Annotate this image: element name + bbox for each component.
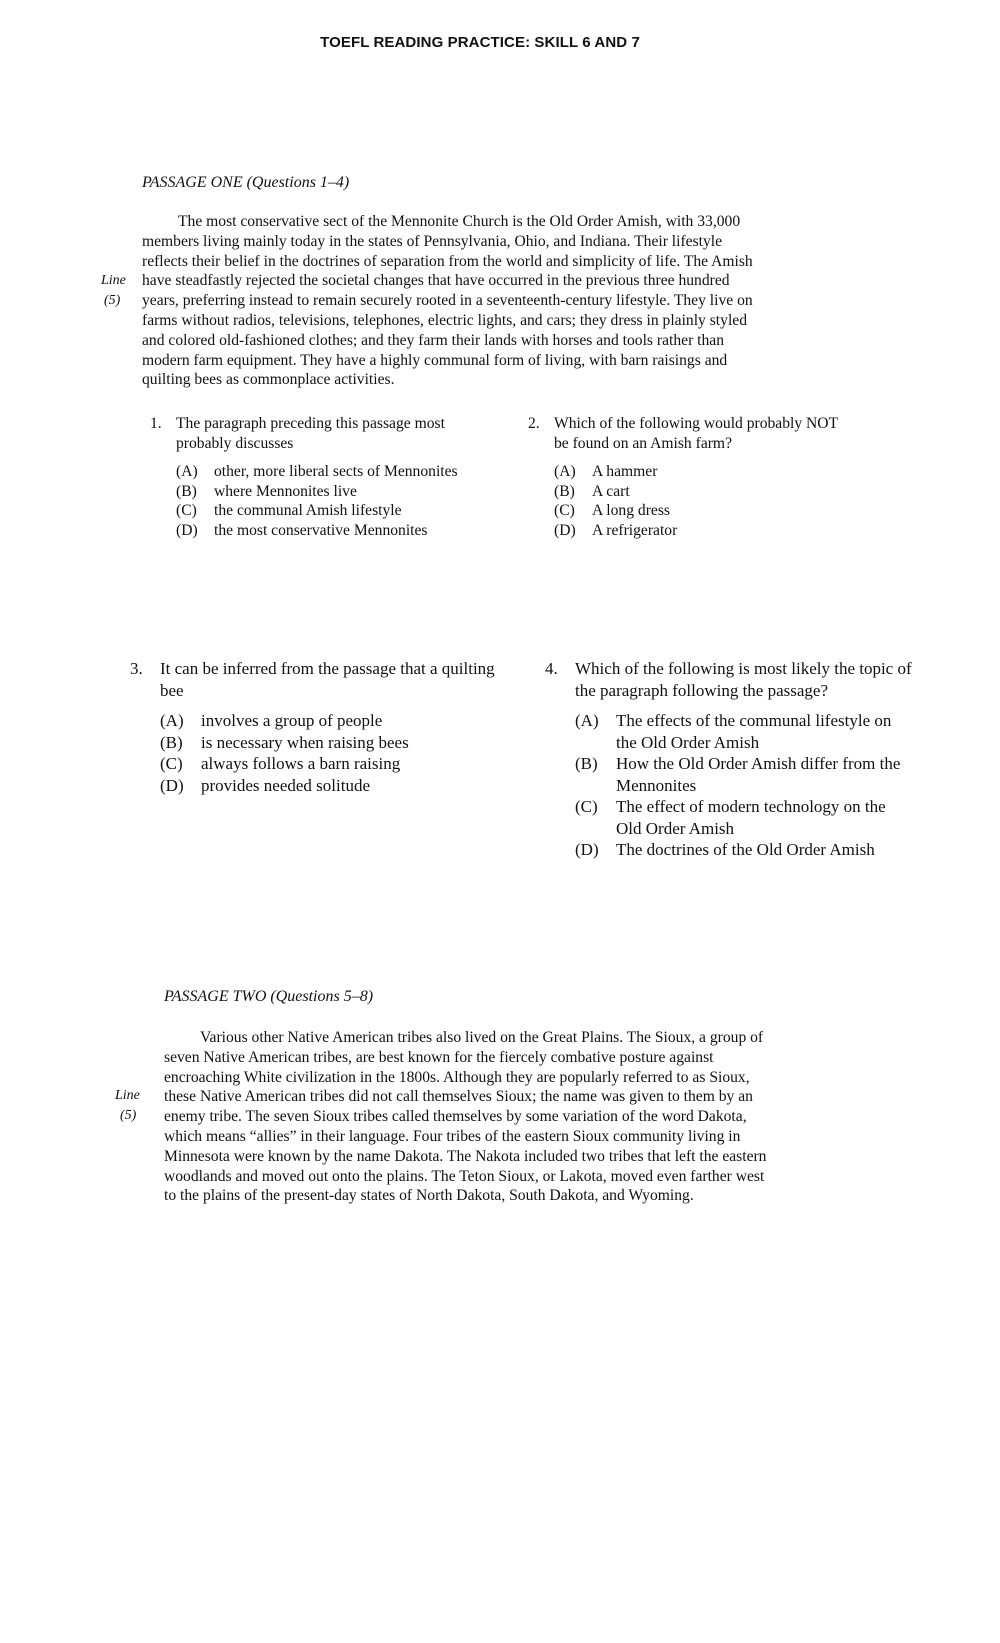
answer-option-c[interactable] [554, 501, 848, 521]
option-letter: (B) [554, 482, 575, 500]
option-letter: (D) [575, 840, 599, 859]
passage-line: Minnesota were known by the name Dakota. The Nakota included two tribes that left the eastern [164, 1147, 767, 1165]
question-number: 2. [528, 415, 540, 432]
option-text: provides needed solitude [201, 775, 371, 795]
question-stem [528, 414, 848, 453]
line-number-label: (5) [104, 293, 121, 308]
option-text: is necessary when raising bees [201, 732, 409, 752]
answer-option-c[interactable] [575, 796, 915, 839]
passage-one-text [142, 212, 862, 390]
option-text: The effects of the communal lifestyle on the Old Order Amish [616, 711, 892, 752]
passage-line: seven Native American tribes, are best known for the fiercely combative posture against [164, 1048, 714, 1066]
passage-line: which means “allies” in their language. Four tribes of the eastern Sioux community living in [164, 1127, 741, 1145]
answer-option-d[interactable] [176, 521, 480, 541]
answer-option-a[interactable] [160, 710, 500, 732]
question-text: The paragraph preceding this passage most probably discusses [176, 415, 445, 452]
option-text: The effect of modern technology on the Old Order Amish [616, 797, 886, 838]
passage-line: quilting bees as commonplace activities. [142, 371, 395, 389]
option-letter: (C) [160, 754, 183, 773]
option-text: the most conservative Mennonites [214, 521, 428, 539]
passage-line: and colored old-fashioned clothes; and they farm their lands with horses and tools rather than [142, 331, 725, 349]
option-letter: (C) [554, 502, 575, 520]
passage-line: farms without radios, televisions, telephones, electric lights, and cars; they dress in plainly styled [142, 311, 747, 329]
option-text: A hammer [592, 463, 658, 481]
option-text: involves a group of people [201, 711, 383, 730]
question-number: 3. [130, 659, 143, 678]
question-number: 4. [545, 659, 558, 678]
answer-option-d[interactable] [554, 521, 848, 541]
answer-option-b[interactable] [176, 482, 480, 502]
passage-line: The most conservative sect of the Mennonite Church is the Old Order Amish, with 33,000 [178, 213, 741, 230]
option-text: other, more liberal sects of Mennonites [214, 463, 458, 481]
answer-option-b[interactable] [554, 482, 848, 502]
question-stem [130, 658, 500, 701]
passage-line: Various other Native American tribes also lived on the Great Plains. The Sioux, a group of [200, 1029, 764, 1046]
answer-option-c[interactable] [176, 501, 480, 521]
passage-line: reflects their belief in the doctrines of separation from the world and simplicity of life. The Amish [142, 252, 753, 270]
question-number: 1. [150, 415, 162, 432]
option-text: The doctrines of the Old Order Amish [616, 840, 875, 859]
option-letter: (B) [160, 732, 183, 752]
answer-option-b[interactable] [160, 732, 500, 754]
option-text: the communal Amish lifestyle [214, 502, 402, 520]
option-letter: (D) [160, 775, 184, 795]
question-text: Which of the following is most likely the topic of the paragraph following the passage? [575, 659, 912, 700]
options-list [528, 462, 848, 540]
option-letter: (A) [554, 463, 576, 481]
option-letter: (D) [554, 521, 576, 539]
question-3 [130, 658, 500, 796]
question-stem [545, 658, 915, 701]
passage-two-heading: PASSAGE TWO (Questions 5–8) [164, 988, 374, 1005]
passage-line: years, preferring instead to remain securely rooted in a seventeenth-century lifestyle. They live on [142, 292, 753, 310]
line-number-label: (5) [120, 1108, 137, 1123]
option-letter: (B) [575, 754, 598, 773]
option-text: A refrigerator [592, 521, 678, 539]
answer-option-c[interactable] [160, 753, 500, 775]
option-letter: (C) [575, 797, 598, 816]
passage-line: modern farm equipment. They have a highly communal form of living, with barn raisings and [142, 351, 728, 369]
answer-option-a[interactable] [575, 710, 915, 753]
option-text: A long dress [592, 502, 670, 520]
line-label: Line [115, 1088, 140, 1103]
option-text: How the Old Order Amish differ from the Mennonites [616, 754, 901, 795]
passage-line: these Native American tribes did not call themselves Sioux; the name was given to them by an [164, 1088, 753, 1106]
option-letter: (A) [160, 711, 184, 730]
option-letter: (A) [575, 711, 599, 730]
option-letter: (A) [176, 463, 198, 481]
question-text: It can be inferred from the passage that a quilting bee [160, 659, 495, 700]
passage-line: woodlands and moved out onto the plains. The Teton Sioux, or Lakota, moved even farther west [164, 1167, 765, 1185]
options-list [130, 710, 500, 796]
page-title: TOEFL READING PRACTICE: SKILL 6 AND 7 [320, 34, 640, 51]
option-letter: (D) [176, 521, 198, 539]
line-label: Line [101, 273, 126, 288]
question-text: Which of the following would probably NOT be found on an Amish farm? [554, 415, 838, 452]
question-1 [150, 414, 480, 541]
options-list [150, 462, 480, 540]
answer-option-d[interactable] [575, 839, 915, 861]
passage-one-heading: PASSAGE ONE (Questions 1–4) [142, 174, 350, 191]
option-letter: (B) [176, 482, 197, 500]
passage-line: have steadfastly rejected the societal changes that have occurred in the previous three hundred [142, 272, 730, 290]
passage-line: to the plains of the present-day states of North Dakota, South Dakota, and Wyoming. [164, 1187, 694, 1205]
question-stem [150, 414, 480, 453]
passage-line: encroaching White civilization in the 1800s. Although they are popularly referred to as Sioux, [164, 1068, 750, 1086]
option-text: A cart [592, 482, 630, 500]
answer-option-b[interactable] [575, 753, 915, 796]
question-4 [545, 658, 915, 861]
passage-line: enemy tribe. The seven Sioux tribes called themselves by some variation of the word Dakota, [164, 1108, 747, 1126]
options-list [545, 710, 915, 861]
answer-option-a[interactable] [176, 462, 480, 482]
answer-option-d[interactable] [160, 775, 500, 797]
answer-option-a[interactable] [554, 462, 848, 482]
passage-line: members living mainly today in the states of Pennsylvania, Ohio, and Indiana. Their lifestyle [142, 232, 723, 250]
question-2 [528, 414, 848, 541]
option-letter: (C) [176, 502, 197, 520]
option-text: always follows a barn raising [201, 754, 401, 773]
option-text: where Mennonites live [214, 482, 357, 500]
passage-two-text [164, 1028, 894, 1206]
